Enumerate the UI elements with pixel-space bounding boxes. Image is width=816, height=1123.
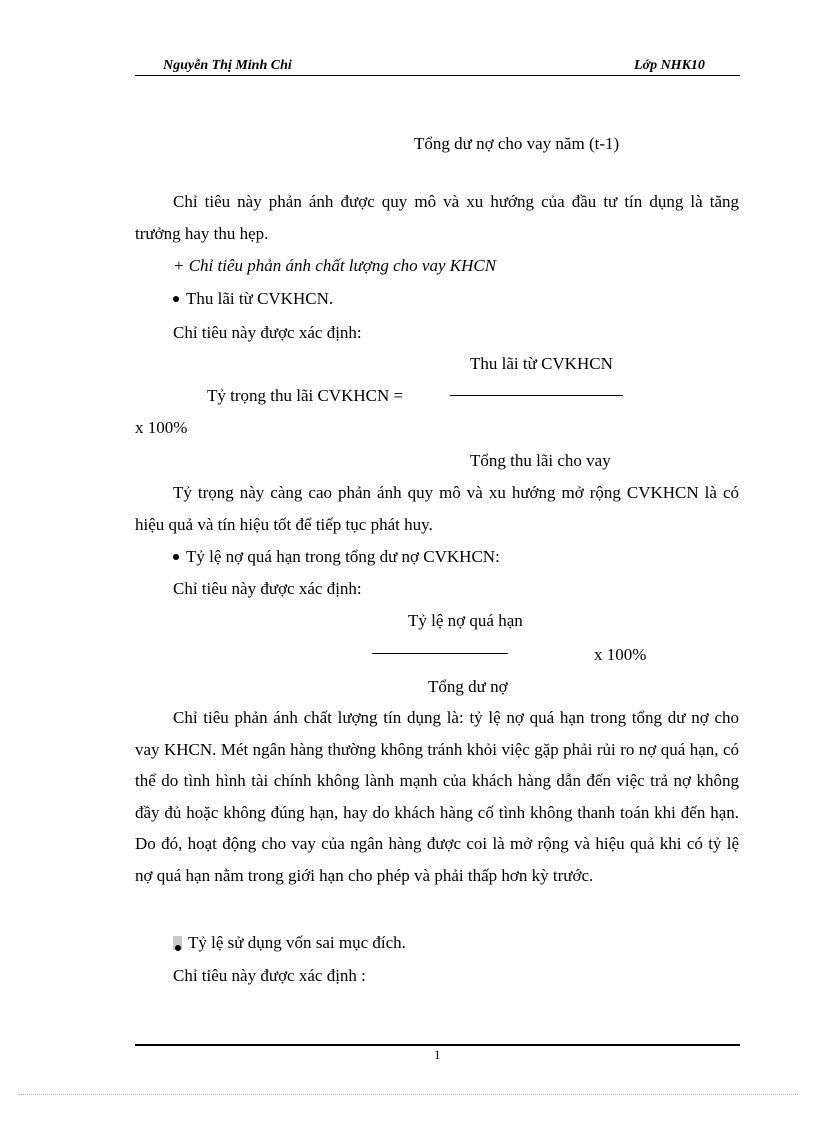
bullet-1-text: Thu lãi từ CVKHCN. <box>186 289 334 308</box>
footer-rule <box>135 1044 740 1046</box>
defined-label-3: Chỉ tiêu này được xác định : <box>173 966 366 985</box>
formula-2-multiplier: x 100% <box>594 645 647 664</box>
page-number: 1 <box>434 1047 441 1062</box>
formula-1-lhs: Tỷ trọng thu lãi CVKHCN = <box>207 386 404 405</box>
formula-2-numerator: Tỷ lệ nợ quá hạn <box>408 611 523 630</box>
formula-1-multiplier: x 100% <box>135 418 188 437</box>
header-rule <box>135 75 740 76</box>
bullet-3-text: Tỷ lệ sử dụng vốn sai mục đích. <box>188 933 406 952</box>
paragraph-1: Chỉ tiêu này phản ánh được quy mô và xu hướng của đầu tư tín dụng là tăng trưởng hay thu hẹp. <box>135 192 739 243</box>
defined-label-1: Chỉ tiêu này được xác định: <box>173 323 362 342</box>
selected-bullet-icon <box>173 936 182 950</box>
header-class: Lớp NHK10 <box>634 58 705 73</box>
paragraph-2: Tỷ trọng này càng cao phản ánh quy mô và xu hướng mở rộng CVKHCN là có hiệu quả và tín hiệu tốt để tiếp tục phát huy. <box>135 483 739 534</box>
paragraph-3: Chỉ tiêu phản ánh chất lượng tín dụng là: tỷ lệ nợ quá hạn trong tổng dư nợ cho vay KHCN. Mét ngân hàng thường không tránh khỏi việc gặp phải rủi ro nợ quá hạn, có thể do tình hình tài chính không lành mạnh của khách hàng dẫn đến việc trả nợ không đầy đủ hoặc không đúng hạn, hay do khách hàng cố tình không thanh toán khi đến hạn. Do đó, hoạt động cho vay của ngân hàng được coi là mở rộng và hiệu quả khi có tỷ lệ nợ quá hạn nằm trong giới hạn cho phép và phải thấp hơn kỳ trước. <box>135 708 739 885</box>
bullet-item-2 <box>173 547 500 567</box>
formula-2-fraction-bar <box>372 653 508 654</box>
subheading: + Chỉ tiêu phản ánh chất lượng cho vay KHCN <box>173 256 497 275</box>
formula-1-numerator: Thu lãi từ CVKHCN <box>470 354 613 373</box>
formula-prev-denominator: Tổng dư nợ cho vay năm (t-1) <box>414 134 620 153</box>
formula-1-denominator: Tổng thu lãi cho vay <box>470 451 611 470</box>
formula-1-fraction-bar <box>450 395 623 396</box>
page-boundary-divider <box>18 1094 798 1095</box>
bullet-icon <box>173 554 179 560</box>
defined-label-2: Chỉ tiêu này được xác định: <box>173 579 362 598</box>
bullet-item-3 <box>173 933 406 953</box>
bullet-icon <box>173 296 179 302</box>
bullet-item-1 <box>173 289 333 309</box>
formula-2-denominator: Tổng dư nợ <box>428 677 508 696</box>
bullet-2-text: Tỷ lệ nợ quá hạn trong tổng dư nợ CVKHCN: <box>186 547 500 566</box>
header-author: Nguyễn Thị Minh Chi <box>163 58 292 73</box>
